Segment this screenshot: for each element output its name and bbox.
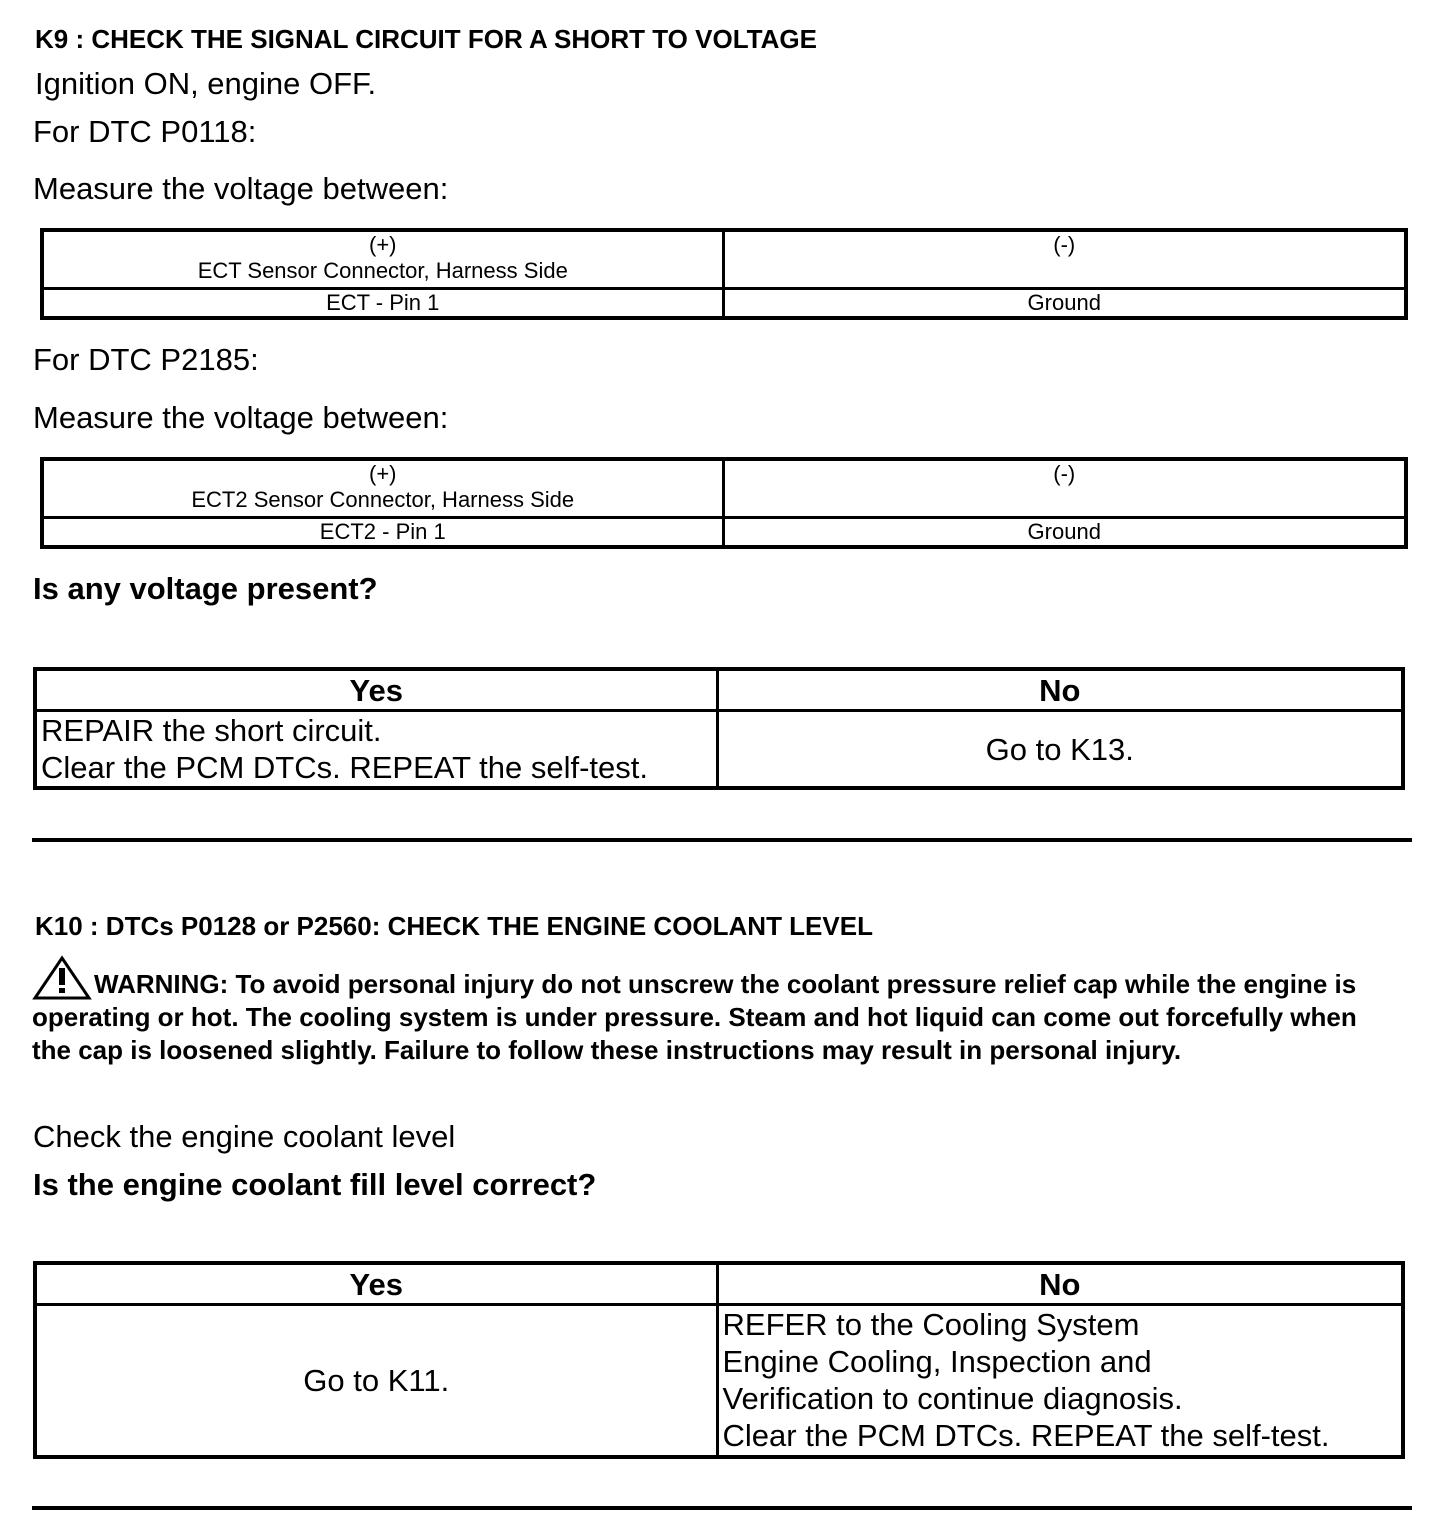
k10-instruction: Check the engine coolant level [33, 1119, 456, 1154]
negative-value: Ground [723, 517, 1406, 547]
k10-question: Is the engine coolant fill level correct? [33, 1167, 597, 1202]
k9-dtc-a-label: For DTC P0118: [33, 114, 257, 149]
k9-question: Is any voltage present? [33, 571, 378, 606]
k9-measure-a: Measure the voltage between: [33, 171, 449, 206]
yes-action [35, 711, 717, 789]
positive-header-cell [42, 230, 723, 288]
positive-symbol: (+) [369, 461, 397, 486]
k9-dtc-b-label: For DTC P2185: [33, 342, 259, 377]
k10-step-title: K10 : DTCs P0128 or P2560: CHECK THE ENGINE COOLANT LEVEL [35, 911, 873, 941]
negative-header-cell [723, 459, 1406, 517]
k9-measurement-table-a [40, 228, 1408, 320]
negative-value: Ground [723, 288, 1406, 318]
yes-action-line: Clear the PCM DTCs. REPEAT the self-test. [41, 750, 648, 785]
k10-result-table [33, 1261, 1405, 1459]
no-action-line: Verification to continue diagnosis. [722, 1381, 1183, 1417]
positive-header: ECT Sensor Connector, Harness Side [197, 258, 568, 283]
k9-instruction: Ignition ON, engine OFF. [35, 66, 377, 101]
no-action-line: Engine Cooling, Inspection and [722, 1344, 1152, 1380]
warning-text: WARNING: To avoid personal injury do not unscrew the coolant pressure relief cap while the engine is operating or hot. The cooling system is under pressure. Steam and hot liquid can come out forcefully when the cap is loosened slightly. Failure to follow these instructions may result in personal injury. [32, 969, 1357, 1065]
no-header: No [717, 1263, 1403, 1305]
no-action-line: REFER to the Cooling System [722, 1307, 1140, 1343]
warning-triangle-icon [32, 955, 94, 1001]
positive-value: ECT2 - Pin 1 [42, 517, 723, 547]
positive-header-cell [42, 459, 723, 517]
positive-value: ECT - Pin 1 [42, 288, 723, 318]
positive-symbol: (+) [369, 232, 397, 257]
no-header: No [717, 669, 1403, 711]
negative-symbol: (-) [1053, 461, 1076, 486]
k9-step-title: K9 : CHECK THE SIGNAL CIRCUIT FOR A SHORT TO VOLTAGE [35, 24, 817, 54]
k9-measurement-table-b [40, 457, 1408, 549]
k9-measure-b: Measure the voltage between: [33, 400, 449, 435]
negative-symbol: (-) [1053, 232, 1076, 257]
no-action-link[interactable]: Go to K13. [717, 711, 1403, 789]
no-action-line: Clear the PCM DTCs. REPEAT the self-test. [722, 1418, 1330, 1454]
yes-header: Yes [35, 1263, 717, 1305]
warning-block [32, 955, 1392, 1067]
yes-action-line: REPAIR the short circuit. [41, 713, 382, 748]
k9-result-table [33, 667, 1405, 790]
section-divider [32, 1506, 1412, 1510]
no-action [717, 1305, 1403, 1457]
yes-header: Yes [35, 669, 717, 711]
positive-header: ECT2 Sensor Connector, Harness Side [191, 487, 575, 512]
negative-header-cell [723, 230, 1406, 288]
yes-action-link[interactable]: Go to K11. [35, 1305, 717, 1457]
section-divider [32, 838, 1412, 842]
